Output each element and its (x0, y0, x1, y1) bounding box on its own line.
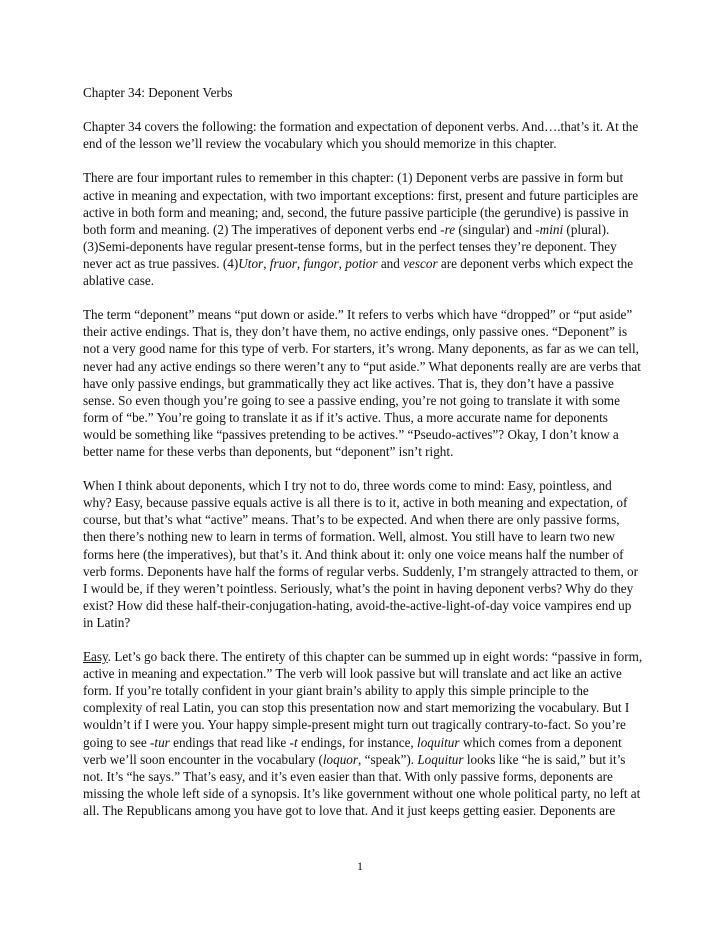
rules-text: (singular) and - (455, 221, 540, 237)
rules-text: There are four important rules to remember in this chapter: (1) Deponent verbs are passive in form but active in meaning and expectation, with two important exceptions: first, present and future participles are active in both form and meaning; and, second, the future passive participle (the gerundive) is passive in both form and meaning. (2) The imperatives of deponent verbs end - (83, 170, 639, 237)
latin-term: Loquitur (417, 751, 464, 767)
easy-text: . Let’s go back there. The entirety of this chapter can be summed up in eight words: “passive in form, active in meaning and expectation.” The verb will look passive but will translate and act like an active form. If you’re totally confident in your giant brain’s ability to apply this simple principle to the complexity of real Latin, you can stop this presentation now and start memorizing the vocabulary. But I wouldn’t if I were you. Your happy simple-present might turn out tragically contrary-to-fact. So you’re going to see - (83, 649, 643, 750)
rules-text: are deponent verbs which expect the ablative case. (83, 255, 634, 289)
latin-term: potior (345, 255, 378, 271)
rules-text: , (338, 255, 346, 271)
easy-text: endings, for instance, (297, 734, 418, 750)
latin-term: tur (154, 734, 170, 750)
easy-text: endings that read like - (169, 734, 294, 750)
latin-term: fungor (303, 255, 339, 271)
easy-text: , “speak”). (358, 751, 418, 767)
rules-paragraph (83, 169, 643, 289)
latin-term: re (444, 221, 456, 237)
rules-text: , (296, 255, 304, 271)
latin-term: vescor (403, 255, 438, 271)
intro-paragraph: Chapter 34 covers the following: the formation and expectation of deponent verbs. And….that’s it. At the end of the lesson we’ll review the vocabulary which you should memorize in this chapter. (83, 119, 639, 152)
document-page (83, 84, 643, 836)
chapter-title: Chapter 34: Deponent Verbs (83, 85, 233, 100)
easy-heading: Easy (83, 649, 108, 665)
term-paragraph: The term “deponent” means “put down or aside.” It refers to verbs which have “dropped” or “put aside” their active endings. That is, they don’t have them, no active endings, only passive ones. “Deponent” is not a very good name for this type of verb. For starters, it’s wrong. Many deponents, as far as we can tell, never had any active endings so there weren’t any to “put aside.” What deponents really are are verbs that have only passive endings, but grammatically they act like actives. That is, they don’t have a passive sense. So even though you’re going to see a passive ending, you’re not going to translate it with some form of “be.” You’re going to translate it as if it’s active. Thus, a more accurate name for deponents would be something like “passives pretending to be actives.” “Pseudo-actives”? Okay, I don’t know a better name for these verbs than deponents, but “deponent” isn’t right. (83, 307, 641, 459)
think-paragraph: When I think about deponents, which I try not to do, three words come to mind: Easy, pointless, and why? Easy, because passive equals active is all there is to it, active in both meaning and expectation, of course, but that’s what “active” means. That’s to be expected. And when there are only passive forms, then there’s nothing new to learn in terms of formation. Well, almost. You still have to learn two new forms here (the imperatives), but that’s it. And think about it: only one voice means half the number of verb forms. Deponents have half the forms of regular verbs. Suddenly, I’m strangely attracted to them, or I would be, if they weren’t pointless. Seriously, what’s the point in having deponent verbs? Why do they exist? How did these half-their-conjugation-hating, avoid-the-active-light-of-day voice vampires end up in Latin? (83, 478, 639, 630)
rules-text: (plural). (3)Semi-deponents have regular present-tense forms, but in the perfect tenses they’re deponent. They never act as true passives. (4) (83, 221, 617, 271)
latin-term: fruor (269, 255, 297, 271)
latin-term: mini (539, 221, 564, 237)
latin-term: loquitur (417, 734, 460, 750)
easy-text: which comes from a deponent verb we’ll soon encounter in the vocabulary ( (83, 734, 622, 767)
page-number: 1 (357, 859, 363, 873)
latin-term: t (293, 734, 298, 750)
latin-term: Utor (238, 255, 264, 271)
latin-term: loquor (322, 751, 359, 767)
rules-text: and (377, 255, 404, 271)
easy-paragraph (83, 648, 643, 819)
easy-text: looks like “he is said,” but it’s not. It’s “he says.” That’s easy, and it’s even easier than that. With only passive forms, deponents are missing the whole left side of a synopsis. It’s like government without one whole political party, no left at all. The Republicans among you have got to love that. And it just keeps getting easier. Deponents are (83, 751, 641, 818)
rules-text: , (263, 255, 270, 271)
